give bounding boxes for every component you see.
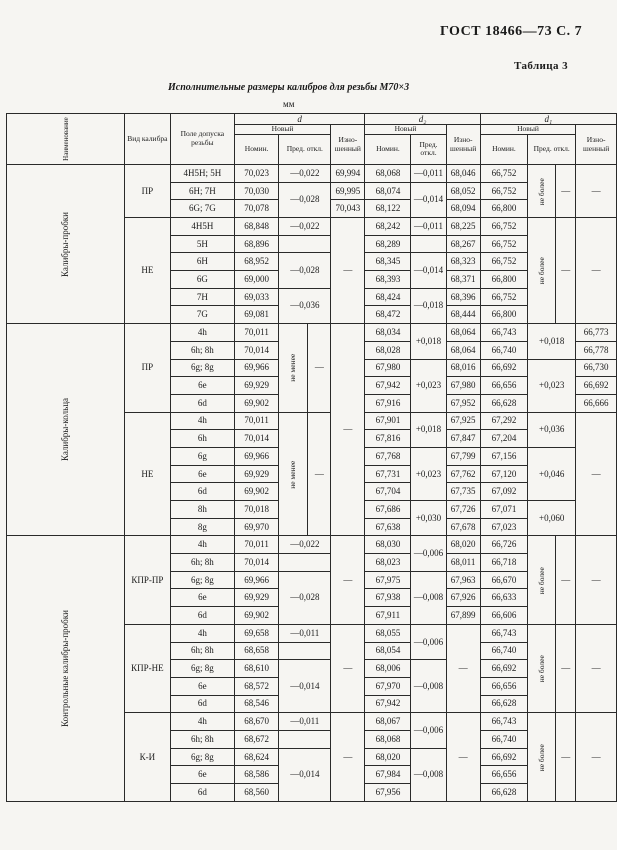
d2-nominal: 67,916	[365, 394, 411, 412]
d2-worn: 67,799	[446, 447, 480, 465]
d-deviation: —0,022	[279, 164, 331, 182]
d2-nominal: 68,006	[365, 660, 411, 678]
gauge-kind: ПР	[124, 324, 170, 412]
vertical-label: не более	[536, 743, 546, 771]
d1-nominal: 66,633	[480, 589, 527, 607]
d-nominal: 68,672	[234, 730, 279, 748]
d-nominal: 68,670	[234, 713, 279, 731]
d2-nominal: 68,424	[365, 288, 411, 306]
d-nominal: 69,929	[234, 589, 279, 607]
tolerance-field: 6h; 8h	[170, 554, 234, 572]
col-header-d-nom: Номин.	[234, 134, 279, 164]
tolerance-field: 6d	[170, 394, 234, 412]
d2-worn: 67,926	[446, 589, 480, 607]
d-deviation: —0,028	[279, 571, 331, 624]
vertical-label: не более	[536, 257, 546, 285]
table-row	[7, 164, 617, 182]
tolerance-field: 6e	[170, 465, 234, 483]
d-nominal: 68,624	[234, 748, 279, 766]
col-header-d1-worn: Изно-шенный	[576, 125, 617, 165]
d1-worn-dash: —	[576, 624, 617, 712]
gauge-kind: НЕ	[124, 218, 170, 324]
col-header-d1-nom: Номин.	[480, 134, 527, 164]
col-header-d-worn: Изно-шенный	[331, 125, 365, 165]
d-nominal: 69,902	[234, 394, 279, 412]
tolerance-field: 7G	[170, 306, 234, 324]
d2-nominal: 67,901	[365, 412, 411, 430]
d-worn-dash: —	[331, 324, 365, 536]
d-deviation: —0,036	[279, 288, 331, 323]
d1-nominal: 66,740	[480, 341, 527, 359]
col-header-d1-new: Новый	[480, 125, 576, 135]
tolerance-field: 6d	[170, 607, 234, 625]
d2-nominal: 68,055	[365, 624, 411, 642]
d1-nominal: 67,071	[480, 501, 527, 519]
d1-nominal: 66,800	[480, 200, 527, 218]
d2-nominal: 68,054	[365, 642, 411, 660]
d2-worn: 68,094	[446, 200, 480, 218]
d2-deviation	[411, 235, 446, 253]
gauge-dimensions-table	[6, 113, 617, 802]
d2-nominal: 68,242	[365, 218, 411, 236]
d-deviation	[279, 235, 331, 253]
gauge-kind: К-И	[124, 713, 170, 801]
d1-nominal: 66,726	[480, 536, 527, 554]
d1-dev-dash: —	[556, 713, 576, 801]
vertical-label: Калибры-кольца	[59, 398, 70, 462]
d-nominal: 68,572	[234, 677, 279, 695]
tolerance-field: 6e	[170, 589, 234, 607]
d-nominal: 68,896	[234, 235, 279, 253]
tolerance-field: 7Н	[170, 288, 234, 306]
d-deviation: —0,022	[279, 536, 331, 554]
d-nominal: 69,902	[234, 607, 279, 625]
d2-deviation: —0,011	[411, 164, 446, 182]
d-nominal: 69,033	[234, 288, 279, 306]
tolerance-field: 8h	[170, 501, 234, 519]
d-nominal: 68,848	[234, 218, 279, 236]
d-nominal: 68,560	[234, 784, 279, 802]
gauge-kind: КПР-ПР	[124, 536, 170, 624]
d-nominal: 69,902	[234, 483, 279, 501]
tolerance-field: 6g; 8g	[170, 571, 234, 589]
d2-worn: 68,444	[446, 306, 480, 324]
d2-worn: 67,762	[446, 465, 480, 483]
gauge-kind: КПР-НЕ	[124, 624, 170, 712]
d2-nominal: 67,970	[365, 677, 411, 695]
d2-nominal: 68,393	[365, 271, 411, 289]
d1-worn: 66,666	[576, 394, 617, 412]
table-row	[7, 324, 617, 342]
gauge-kind: НЕ	[124, 412, 170, 536]
d1-dev-dash: —	[556, 164, 576, 217]
vertical-label: не менее	[288, 354, 298, 383]
d2-worn: 67,980	[446, 377, 480, 395]
d2-deviation: +0,023	[411, 359, 446, 412]
d1-nominal: 66,752	[480, 288, 527, 306]
col-header-d2-worn: Изно-шенный	[446, 125, 480, 165]
d2-worn: 67,726	[446, 501, 480, 519]
d2-nominal: 67,686	[365, 501, 411, 519]
d2-deviation: +0,018	[411, 412, 446, 447]
d2-nominal: 67,768	[365, 447, 411, 465]
col-header-d1: d₁	[480, 114, 616, 125]
d1-worn-dash: —	[576, 218, 617, 324]
d1-deviation: +0,060	[528, 501, 576, 536]
tolerance-field: 6e	[170, 766, 234, 784]
d2-nominal: 67,980	[365, 359, 411, 377]
d-deviation	[279, 642, 331, 660]
vertical-label: не менее	[288, 460, 298, 489]
d1-nominal: 66,692	[480, 748, 527, 766]
d2-worn: 67,952	[446, 394, 480, 412]
d1-nominal: 66,692	[480, 660, 527, 678]
standard-number: ГОСТ 18466—73 С. 7	[440, 24, 583, 39]
d1-ne-bolee	[528, 218, 556, 324]
d2-worn: 67,899	[446, 607, 480, 625]
gauge-kind: ПР	[124, 164, 170, 217]
tolerance-field: 6g	[170, 447, 234, 465]
d-nominal: 69,970	[234, 518, 279, 536]
col-header-d2-nom: Номин.	[365, 134, 411, 164]
d2-deviation: —0,006	[411, 624, 446, 659]
d2-worn: 67,925	[446, 412, 480, 430]
d1-nominal: 66,606	[480, 607, 527, 625]
d2-deviation: —0,006	[411, 536, 446, 571]
d2-worn: 67,678	[446, 518, 480, 536]
tolerance-field: 6d	[170, 695, 234, 713]
d-deviation: —0,014	[279, 660, 331, 713]
d2-deviation: —0,018	[411, 288, 446, 323]
d1-nominal: 67,156	[480, 447, 527, 465]
d2-nominal: 67,984	[365, 766, 411, 784]
d1-nominal: 66,740	[480, 730, 527, 748]
d-nominal: 70,011	[234, 536, 279, 554]
d2-worn: 68,396	[446, 288, 480, 306]
d1-nominal: 67,023	[480, 518, 527, 536]
d-nominal: 69,658	[234, 624, 279, 642]
col-header-d2-new: Новый	[365, 125, 446, 135]
d1-nominal: 67,292	[480, 412, 527, 430]
d1-nominal: 66,692	[480, 359, 527, 377]
unit-label: мм	[283, 99, 295, 109]
col-header-d1-dev: Пред. откл.	[528, 134, 576, 164]
d2-deviation: —0,006	[411, 713, 446, 748]
d-nominal: 69,966	[234, 571, 279, 589]
d-worn: 70,043	[331, 200, 365, 218]
tolerance-field: 4h	[170, 412, 234, 430]
d1-ne-bolee	[528, 624, 556, 712]
col-header-d2: d₂	[365, 114, 480, 125]
d2-nominal: 67,816	[365, 430, 411, 448]
group-label-koltsa	[7, 324, 125, 536]
d2-nominal: 68,122	[365, 200, 411, 218]
d2-worn: 67,847	[446, 430, 480, 448]
d-deviation: —0,014	[279, 748, 331, 801]
d-nominal: 69,081	[234, 306, 279, 324]
vertical-label: не более	[536, 655, 546, 683]
d2-nominal: 68,289	[365, 235, 411, 253]
d1-nominal: 67,120	[480, 465, 527, 483]
d1-nominal: 66,752	[480, 182, 527, 200]
d2-deviation: —0,008	[411, 571, 446, 624]
col-header-kind: Вид калибра	[124, 114, 170, 165]
d2-nominal: 67,938	[365, 589, 411, 607]
d1-nominal: 66,743	[480, 324, 527, 342]
d1-ne-bolee	[528, 536, 556, 624]
d-nominal: 69,966	[234, 447, 279, 465]
table-row	[7, 536, 617, 554]
d-nominal: 69,929	[234, 465, 279, 483]
d2-worn: 68,020	[446, 536, 480, 554]
d-nominal: 68,952	[234, 253, 279, 271]
d1-deviation: +0,018	[528, 324, 576, 359]
d2-deviation: —0,008	[411, 748, 446, 801]
d2-nominal: 68,028	[365, 341, 411, 359]
d-nominal: 68,658	[234, 642, 279, 660]
tolerance-field: 4h	[170, 624, 234, 642]
d2-worn: 68,046	[446, 164, 480, 182]
d1-worn: 66,730	[576, 359, 617, 377]
d-deviation	[279, 554, 331, 572]
d-deviation: —0,011	[279, 624, 331, 642]
d2-nominal: 68,068	[365, 164, 411, 182]
d2-worn: 67,963	[446, 571, 480, 589]
tolerance-field: 6Н	[170, 253, 234, 271]
d-worn-dash: —	[331, 624, 365, 712]
d1-nominal: 66,752	[480, 253, 527, 271]
d-nominal: 70,014	[234, 554, 279, 572]
d2-nominal: 67,942	[365, 377, 411, 395]
d-worn: 69,995	[331, 182, 365, 200]
d2-deviation: +0,030	[411, 501, 446, 536]
d1-nominal: 66,752	[480, 218, 527, 236]
d2-worn: 68,011	[446, 554, 480, 572]
d1-worn-dash: —	[576, 536, 617, 624]
d1-nominal: 66,628	[480, 394, 527, 412]
d2-deviation: —0,014	[411, 253, 446, 288]
d1-worn-dash: —	[576, 713, 617, 801]
d-deviation: —0,028	[279, 182, 331, 217]
d2-worn: 68,064	[446, 324, 480, 342]
d-worn-dash: —	[331, 536, 365, 624]
tolerance-field: 6G; 7G	[170, 200, 234, 218]
d2-nominal: 68,345	[365, 253, 411, 271]
tolerance-field: 6h; 8h	[170, 341, 234, 359]
d2-deviation: —0,014	[411, 182, 446, 217]
d2-deviation: +0,018	[411, 324, 446, 359]
table-number: Таблица 3	[514, 60, 568, 72]
col-header-d-new: Новый	[234, 125, 330, 135]
d-nominal: 70,023	[234, 164, 279, 182]
d-nominal: 69,000	[234, 271, 279, 289]
d2-nominal: 68,023	[365, 554, 411, 572]
group-label-probki	[7, 164, 125, 323]
d2-worn: 68,064	[446, 341, 480, 359]
col-header-d2-dev: Пред. откл.	[411, 134, 446, 164]
d2-nominal: 67,942	[365, 695, 411, 713]
vertical-label: Калибры-пробки	[59, 211, 70, 277]
d2-nominal: 68,034	[365, 324, 411, 342]
d1-nominal: 66,628	[480, 695, 527, 713]
d2-nominal: 67,704	[365, 483, 411, 501]
d2-worn: 68,267	[446, 235, 480, 253]
d2-deviation: —0,008	[411, 660, 446, 713]
d1-dev-dash: —	[556, 536, 576, 624]
d1-worn: 66,773	[576, 324, 617, 342]
tolerance-field: 4h	[170, 536, 234, 554]
tolerance-field: 6h; 8h	[170, 730, 234, 748]
tolerance-field: 6d	[170, 784, 234, 802]
d-nominal: 70,018	[234, 501, 279, 519]
d-dev-ne-menee	[279, 324, 308, 412]
tolerance-field: 4h	[170, 324, 234, 342]
d-deviation: —0,022	[279, 218, 331, 236]
d2-deviation: +0,023	[411, 447, 446, 500]
d1-deviation: +0,023	[528, 359, 576, 412]
d1-nominal: 66,752	[480, 164, 527, 182]
d2-nominal: 68,472	[365, 306, 411, 324]
group-label-kontrol	[7, 536, 125, 801]
d1-nominal: 66,752	[480, 235, 527, 253]
d2-worn-dash: —	[446, 713, 480, 801]
tolerance-field: 5Н	[170, 235, 234, 253]
d-nominal: 70,078	[234, 200, 279, 218]
d1-nominal: 66,800	[480, 306, 527, 324]
d1-nominal: 66,656	[480, 677, 527, 695]
tolerance-field: 6G	[170, 271, 234, 289]
d2-worn: 68,323	[446, 253, 480, 271]
tolerance-field: 6Н; 7Н	[170, 182, 234, 200]
vertical-label: не более	[536, 177, 546, 205]
d2-worn: 67,735	[446, 483, 480, 501]
d-nominal: 69,929	[234, 377, 279, 395]
d1-nominal: 66,718	[480, 554, 527, 572]
d2-nominal: 67,956	[365, 784, 411, 802]
tolerance-field: 6g; 8g	[170, 748, 234, 766]
tolerance-field: 4h	[170, 713, 234, 731]
d-dev-ne-menee	[279, 412, 308, 536]
tolerance-field: 8g	[170, 518, 234, 536]
tolerance-field: 4Н5Н	[170, 218, 234, 236]
d1-nominal: 66,628	[480, 784, 527, 802]
d1-nominal: 66,740	[480, 642, 527, 660]
d1-ne-bolee	[528, 713, 556, 801]
d2-worn: 68,016	[446, 359, 480, 377]
d-nominal: 70,014	[234, 430, 279, 448]
d1-ne-bolee	[528, 164, 556, 217]
d1-nominal: 66,743	[480, 713, 527, 731]
tolerance-field: 6d	[170, 483, 234, 501]
d1-deviation: +0,036	[528, 412, 576, 447]
col-header-d: d	[234, 114, 365, 125]
d-dev-dash: —	[308, 324, 331, 412]
d-nominal: 68,586	[234, 766, 279, 784]
d2-nominal: 68,067	[365, 713, 411, 731]
d-worn: 69,994	[331, 164, 365, 182]
d1-nominal: 66,670	[480, 571, 527, 589]
tolerance-field: 6e	[170, 677, 234, 695]
d1-nominal: 67,204	[480, 430, 527, 448]
d-dev-dash: —	[308, 412, 331, 536]
d-nominal: 68,546	[234, 695, 279, 713]
d-deviation	[279, 730, 331, 748]
col-header-d-dev: Пред. откл.	[279, 134, 331, 164]
d2-nominal: 67,731	[365, 465, 411, 483]
d1-deviation: +0,046	[528, 447, 576, 500]
d1-worn: 66,692	[576, 377, 617, 395]
d-deviation: —0,011	[279, 713, 331, 731]
col-header-tolerance: Поле допуска резьбы	[170, 114, 234, 165]
d2-nominal: 67,975	[365, 571, 411, 589]
d1-nominal: 66,656	[480, 377, 527, 395]
d1-nominal: 66,743	[480, 624, 527, 642]
vertical-label: Контрольные калибры-пробки	[59, 610, 70, 727]
d2-worn: 68,371	[446, 271, 480, 289]
d1-worn: 66,778	[576, 341, 617, 359]
tolerance-field: 6e	[170, 377, 234, 395]
col-header-name: Наименование	[7, 114, 125, 165]
d2-nominal: 68,020	[365, 748, 411, 766]
d2-nominal: 67,638	[365, 518, 411, 536]
d1-dev-dash: —	[556, 218, 576, 324]
tolerance-field: 6g; 8g	[170, 359, 234, 377]
d1-worn-dash: —	[576, 164, 617, 217]
d-nominal: 69,966	[234, 359, 279, 377]
d-nominal: 70,011	[234, 324, 279, 342]
vertical-label: не более	[536, 566, 546, 594]
d-worn-dash: —	[331, 713, 365, 801]
tolerance-field: 6h; 8h	[170, 642, 234, 660]
d1-nominal: 67,092	[480, 483, 527, 501]
d-nominal: 70,014	[234, 341, 279, 359]
tolerance-field: 6g; 8g	[170, 660, 234, 678]
table-title: Исполнительные размеры калибров для резьбы М70×3	[168, 82, 410, 93]
d1-nominal: 66,656	[480, 766, 527, 784]
d2-worn-dash: —	[446, 624, 480, 712]
d2-deviation: —0,011	[411, 218, 446, 236]
d2-nominal: 67,911	[365, 607, 411, 625]
d-nominal: 70,011	[234, 412, 279, 430]
tolerance-field: 4Н5Н; 5Н	[170, 164, 234, 182]
tolerance-field: 6h	[170, 430, 234, 448]
d2-worn: 68,225	[446, 218, 480, 236]
d2-nominal: 68,030	[365, 536, 411, 554]
d-nominal: 68,610	[234, 660, 279, 678]
d2-nominal: 68,074	[365, 182, 411, 200]
d1-dev-dash: —	[556, 624, 576, 712]
d2-nominal: 68,068	[365, 730, 411, 748]
d2-worn: 68,052	[446, 182, 480, 200]
d-deviation: —0,028	[279, 253, 331, 288]
d-nominal: 70,030	[234, 182, 279, 200]
d-worn-dash: —	[331, 218, 365, 324]
d1-nominal: 66,800	[480, 271, 527, 289]
d1-worn-dash: —	[576, 412, 617, 536]
